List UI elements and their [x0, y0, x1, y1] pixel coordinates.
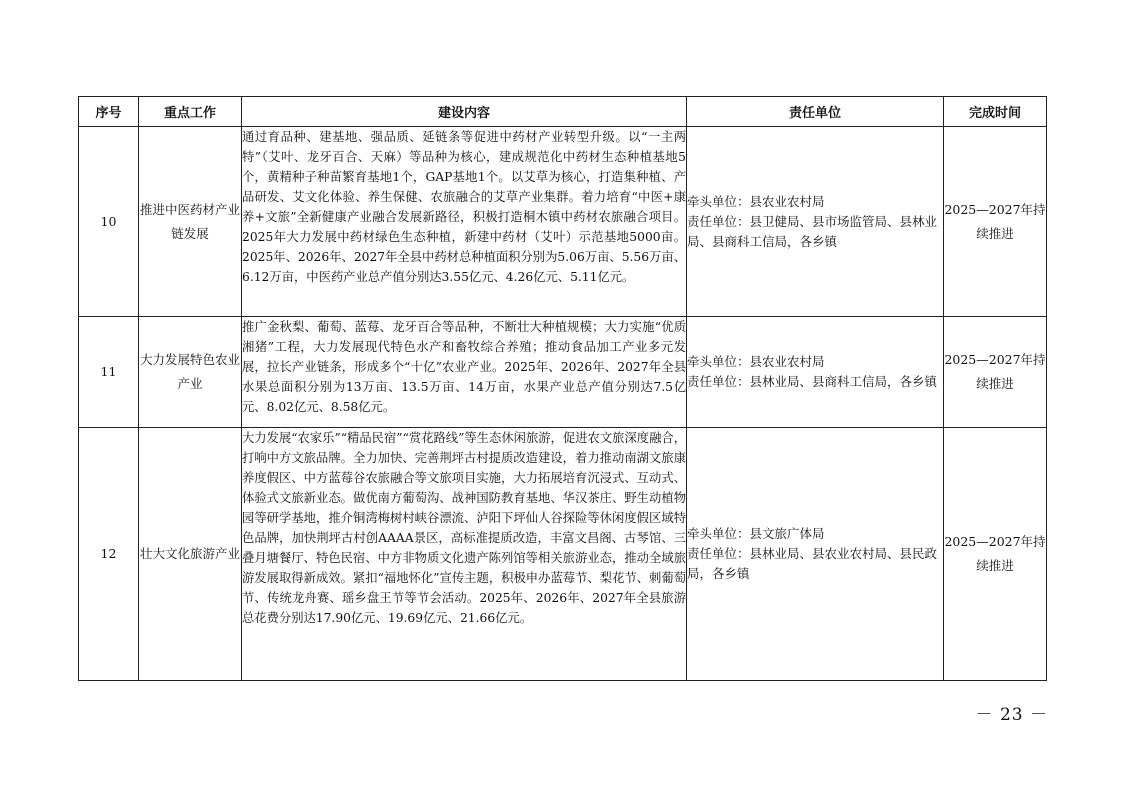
construction-content: 通过育品种、建基地、强品质、延链条等促进中药材产业转型升级。以“一主两特”（艾叶、龙牙百合、天麻）等品种为核心，建成规范化中药材生态种植基地5个，黄精种子种苗繁育基地1个，GAP基地1个。以艾草为核心，打造集种植、产品研发、艾文化体验、养生保健、农旅融合的艾草产业集群。着力培育“中医+康养+文旅”全新健康产业融合发展新路径，积极打造桐木镇中药材农旅融合项目。2025年大力发展中药材绿色生态种植，新建中药材（艾叶）示范基地5000亩。2025年、2026年、2027年全县中药材总种植面积分别为5.06万亩、5.56万亩、6.12万亩，中医药产业总产值分别达3.55亿元、4.26亿元、5.11亿元。: [242, 127, 687, 317]
duty-units: 责任单位：县林业局、县商科工信局，各乡镇: [687, 374, 938, 389]
work-plan-table: [78, 96, 1047, 681]
duty-units: 责任单位：县林业局、县农业农村局、县民政局，各乡镇: [687, 546, 938, 581]
row-number: 10: [79, 127, 139, 317]
responsible-units: [687, 317, 944, 428]
construction-content: 大力发展“农家乐”“精品民宿”“赏花路线”等生态休闲旅游，促进农文旅深度融合，打响中方文旅品牌。全力加快、完善荆坪古村提质改造建设，着力推动南湖文旅康养度假区、中方蓝莓谷农旅融合等文旅项目实施，大力拓展培育沉浸式、互动式、体验式文旅新业态。做优南方葡萄沟、战神国防教育基地、华汉茶庄、野生动植物园等研学基地，推介铜湾梅树村峡谷漂流、泸阳下坪仙人谷探险等休闲度假区域特色品牌，加快荆坪古村创AAAA景区，高标准提质改造，丰富文昌阁、古琴馆、三叠月塘餐厅、特色民宿、中方非物质文化遗产陈列馆等相关旅游业态，推动全域旅游发展取得新成效。紧扣“福地怀化”宣传主题，积极申办蓝莓节、梨花节、刺葡萄节、传统龙舟赛、瑶乡盘王节等节会活动。2025年、2026年、2027年全县旅游总花费分别达17.90亿元、19.69亿元、21.66亿元。: [242, 428, 687, 681]
duty-units: 责任单位：县卫健局、县市场监管局、县林业局、县商科工信局，各乡镇: [687, 213, 938, 249]
construction-content: 推广金秋梨、葡萄、蓝莓、龙牙百合等品种，不断壮大种植规模；大力实施“优质湘猪”工程，大力发展现代特色水产和畜牧综合养殖；推动食品加工产业多元发展，拉长产业链条，形成多个“十亿”农业产业。2025年、2026年、2027年全县水果总面积分别为13万亩、13.5万亩、14万亩，水果产业总产值分别达7.5亿元、8.02亿元、8.58亿元。: [242, 317, 687, 428]
key-task: 大力发展特色农业产业: [139, 317, 242, 428]
lead-unit: 牵头单位：县文旅广体局: [687, 526, 825, 541]
table-row: [79, 127, 1047, 317]
header-num: 序号: [79, 97, 139, 127]
header-responsible: 责任单位: [687, 97, 944, 127]
table-row: [79, 428, 1047, 681]
responsible-units: [687, 127, 944, 317]
completion-time: 2025—2027年持续推进: [944, 127, 1047, 317]
key-task: 壮大文化旅游产业: [139, 428, 242, 681]
responsible-units: [687, 428, 944, 681]
page-number: － 23 －: [975, 705, 1048, 725]
header-time: 完成时间: [944, 97, 1047, 127]
row-number: 11: [79, 317, 139, 428]
table-header-row: [79, 97, 1047, 127]
lead-unit: 牵头单位：县农业农村局: [687, 354, 825, 369]
lead-unit: 牵头单位：县农业农村局: [687, 193, 825, 209]
header-task: 重点工作: [139, 97, 242, 127]
completion-time: 2025—2027年持续推进: [944, 317, 1047, 428]
key-task: 推进中医药材产业链发展: [139, 127, 242, 317]
table-row: [79, 317, 1047, 428]
row-number: 12: [79, 428, 139, 681]
header-content: 建设内容: [242, 97, 687, 127]
completion-time: 2025—2027年持续推进: [944, 428, 1047, 681]
